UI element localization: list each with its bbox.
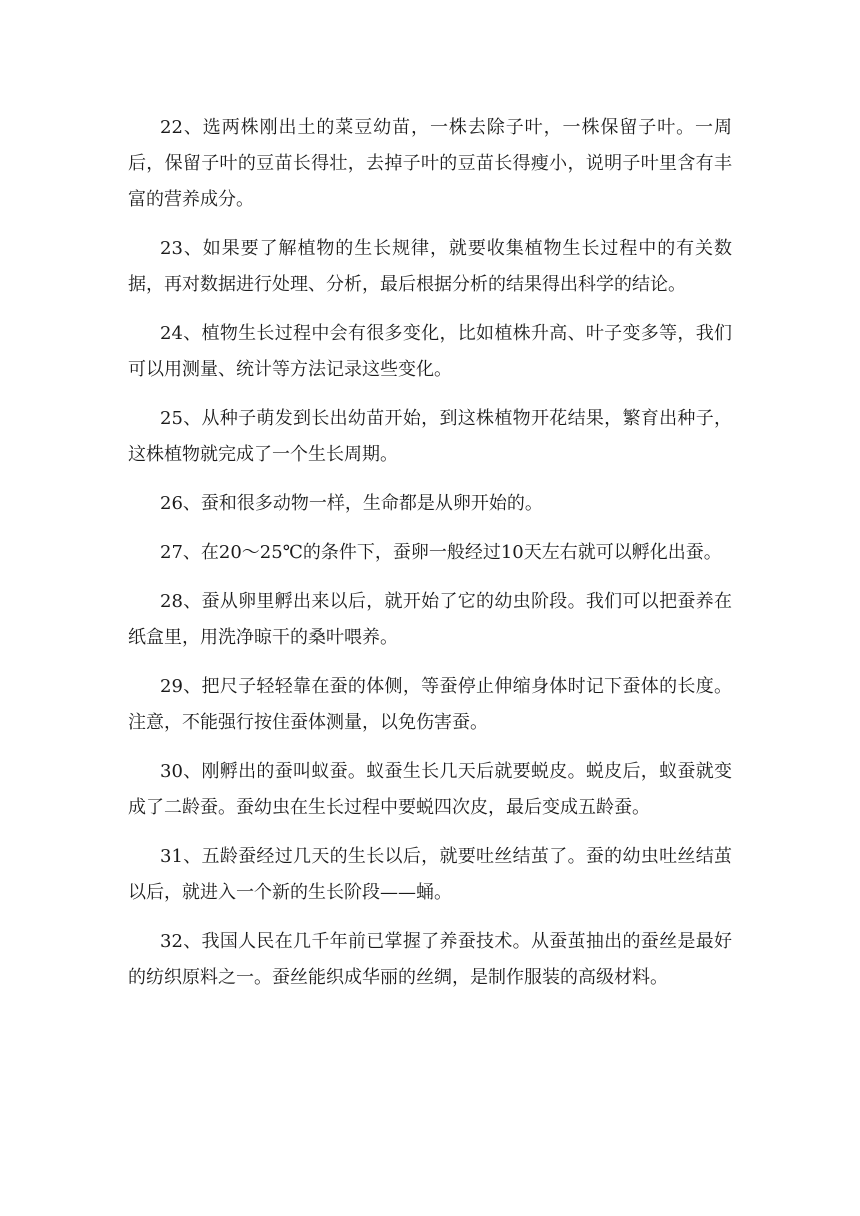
paragraph-26: 26、蚕和很多动物一样，生命都是从卵开始的。 bbox=[160, 493, 543, 514]
document-body bbox=[128, 110, 732, 1009]
paragraph-29: 29、把尺子轻轻靠在蚕的体侧，等蚕停止伸缩身体时记下蚕体的长度。注意，不能强行按住蚕体测量，以免伤害蚕。 bbox=[128, 676, 732, 733]
paragraph-31: 31、五龄蚕经过几天的生长以后，就要吐丝结茧了。蚕的幼虫吐丝结茧以后，就进入一个新的生长阶段——蛹。 bbox=[128, 846, 732, 903]
paragraph-28: 28、蚕从卵里孵出来以后，就开始了它的幼虫阶段。我们可以把蚕养在纸盒里，用洗净晾干的桑叶喂养。 bbox=[128, 591, 732, 648]
paragraph-27: 27、在20～25℃的条件下，蚕卵一般经过10天左右就可以孵化出蚕。 bbox=[160, 542, 722, 563]
paragraph-32: 32、我国人民在几千年前已掌握了养蚕技术。从蚕茧抽出的蚕丝是最好的纺织原料之一。蚕丝能织成华丽的丝绸，是制作服装的高级材料。 bbox=[128, 931, 732, 988]
paragraph-25: 25、从种子萌发到长出幼苗开始，到这株植物开花结果，繁育出种子，这株植物就完成了一个生长周期。 bbox=[128, 408, 732, 465]
paragraph-24: 24、植物生长过程中会有很多变化，比如植株升高、叶子变多等，我们可以用测量、统计等方法记录这些变化。 bbox=[128, 323, 732, 380]
paragraph-22: 22、选两株刚出土的菜豆幼苗，一株去除子叶，一株保留子叶。一周后，保留子叶的豆苗长得壮，去掉子叶的豆苗长得瘦小，说明子叶里含有丰富的营养成分。 bbox=[128, 117, 732, 210]
paragraph-30: 30、刚孵出的蚕叫蚁蚕。蚁蚕生长几天后就要蜕皮。蜕皮后，蚁蚕就变成了二龄蚕。蚕幼虫在生长过程中要蜕四次皮，最后变成五龄蚕。 bbox=[128, 761, 732, 818]
paragraph-23: 23、如果要了解植物的生长规律，就要收集植物生长过程中的有关数据，再对数据进行处理、分析，最后根据分析的结果得出科学的结论。 bbox=[128, 238, 732, 295]
